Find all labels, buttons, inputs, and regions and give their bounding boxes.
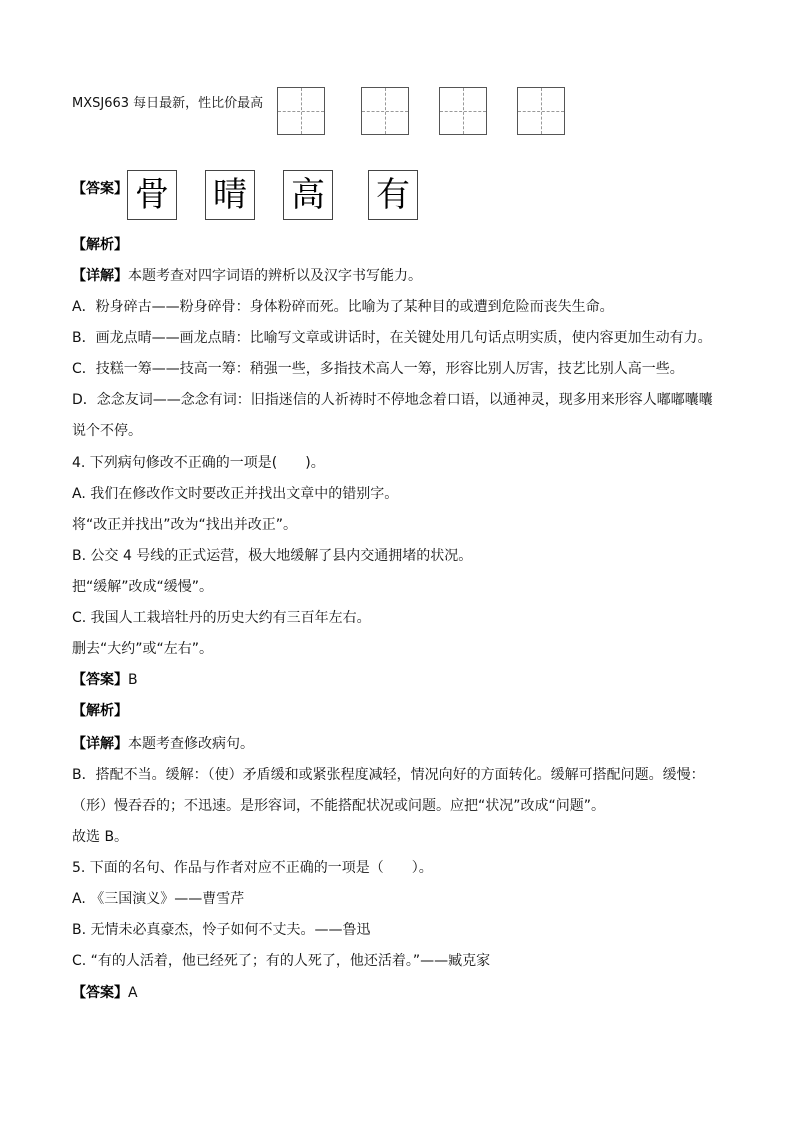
q3-option-b: B．画龙点晴——画龙点睛：比喻写文章或讲话时，在关键处用几句话点明实质，使内容更加生动有力。 xyxy=(72,330,712,346)
answer-char-box: 晴 xyxy=(205,170,255,220)
q5-option-b: B. 无情未必真豪杰，怜子如何不丈夫。——鲁迅 xyxy=(72,922,371,938)
q3-option-c: C．技糕一筹——技高一筹：稍强一些，多指技术高人一筹，形容比别人厉害，技艺比别人高一些。 xyxy=(72,361,684,377)
q4-option-a: A. 我们在修改作文时要改正并找出文章中的错别字。 xyxy=(72,486,399,502)
detail-line xyxy=(72,735,254,753)
answer-char-box: 骨 xyxy=(127,170,177,220)
q4-explanation-1: B．搭配不当。缓解：（使）矛盾缓和或紧张程度减轻，情况向好的方面转化。缓解可搭配问题。缓慢： xyxy=(72,767,705,783)
detail-label: 【详解】 xyxy=(72,268,128,284)
q3-option-a: A．粉身碎古——粉身碎骨：身体粉碎而死。比喻为了某种目的或遭到危险而丧失生命。 xyxy=(72,299,614,315)
q4-conclusion: 故选 B。 xyxy=(72,829,129,845)
writing-grid-box xyxy=(517,87,565,135)
q4-option-b: B. 公交 4 号线的正式运营，极大地缓解了县内交通拥堵的状况。 xyxy=(72,548,473,564)
answer-label: 【答案】 xyxy=(72,672,128,688)
detail-line xyxy=(72,267,422,285)
writing-grid-box xyxy=(277,87,325,135)
detail-label: 【详解】 xyxy=(72,736,128,752)
q4-title: 4. 下列病句修改不正确的一项是( )。 xyxy=(72,455,325,471)
analysis-label: 【解析】 xyxy=(72,703,128,719)
q4-answer-line xyxy=(72,671,138,689)
q5-option-a: A. 《三国演义》——曹雪芹 xyxy=(72,891,245,907)
q4-answer: B xyxy=(128,672,138,688)
writing-grid-box xyxy=(439,87,487,135)
q5-answer: A xyxy=(128,985,138,1001)
q4-option-b-fix: 把“缓解”改成“缓慢”。 xyxy=(72,579,214,595)
answer-label: 【答案】 xyxy=(72,181,128,197)
q4-explanation-2: （形）慢吞吞的；不迅速。是形容词，不能搭配状况或问题。应把“状况”改成“问题”。 xyxy=(72,798,606,814)
answer-char-box: 有 xyxy=(368,170,418,220)
answer-label: 【答案】 xyxy=(72,985,128,1001)
header-text: MXSJ663 每日最新，性比价最高 xyxy=(72,96,264,111)
detail-text: 本题考查修改病句。 xyxy=(128,736,254,752)
analysis-label: 【解析】 xyxy=(72,237,128,253)
answer-char-box: 高 xyxy=(283,170,333,220)
q5-title: 5. 下面的名句、作品与作者对应不正确的一项是（ ）。 xyxy=(72,860,433,876)
q3-option-d-cont: 说个不停。 xyxy=(72,423,142,439)
q4-option-a-fix: 将“改正并找出”改为“找出并改正”。 xyxy=(72,517,298,533)
q5-option-c: C. “有的人活着，他已经死了；有的人死了，他还活着。”——臧克家 xyxy=(72,953,491,969)
q5-answer-line xyxy=(72,984,138,1002)
writing-grid-box xyxy=(361,87,409,135)
q3-option-d: D．念念友词——念念有词：旧指迷信的人祈祷时不停地念着口语，以通神灵，现多用来形容人嘟嘟囔囔 xyxy=(72,392,713,408)
detail-text: 本题考查对四字词语的辨析以及汉字书写能力。 xyxy=(128,268,422,284)
q4-option-c: C. 我国人工栽培牡丹的历史大约有三百年左右。 xyxy=(72,610,371,626)
q4-option-c-fix: 删去“大约”或“左右”。 xyxy=(72,641,214,657)
